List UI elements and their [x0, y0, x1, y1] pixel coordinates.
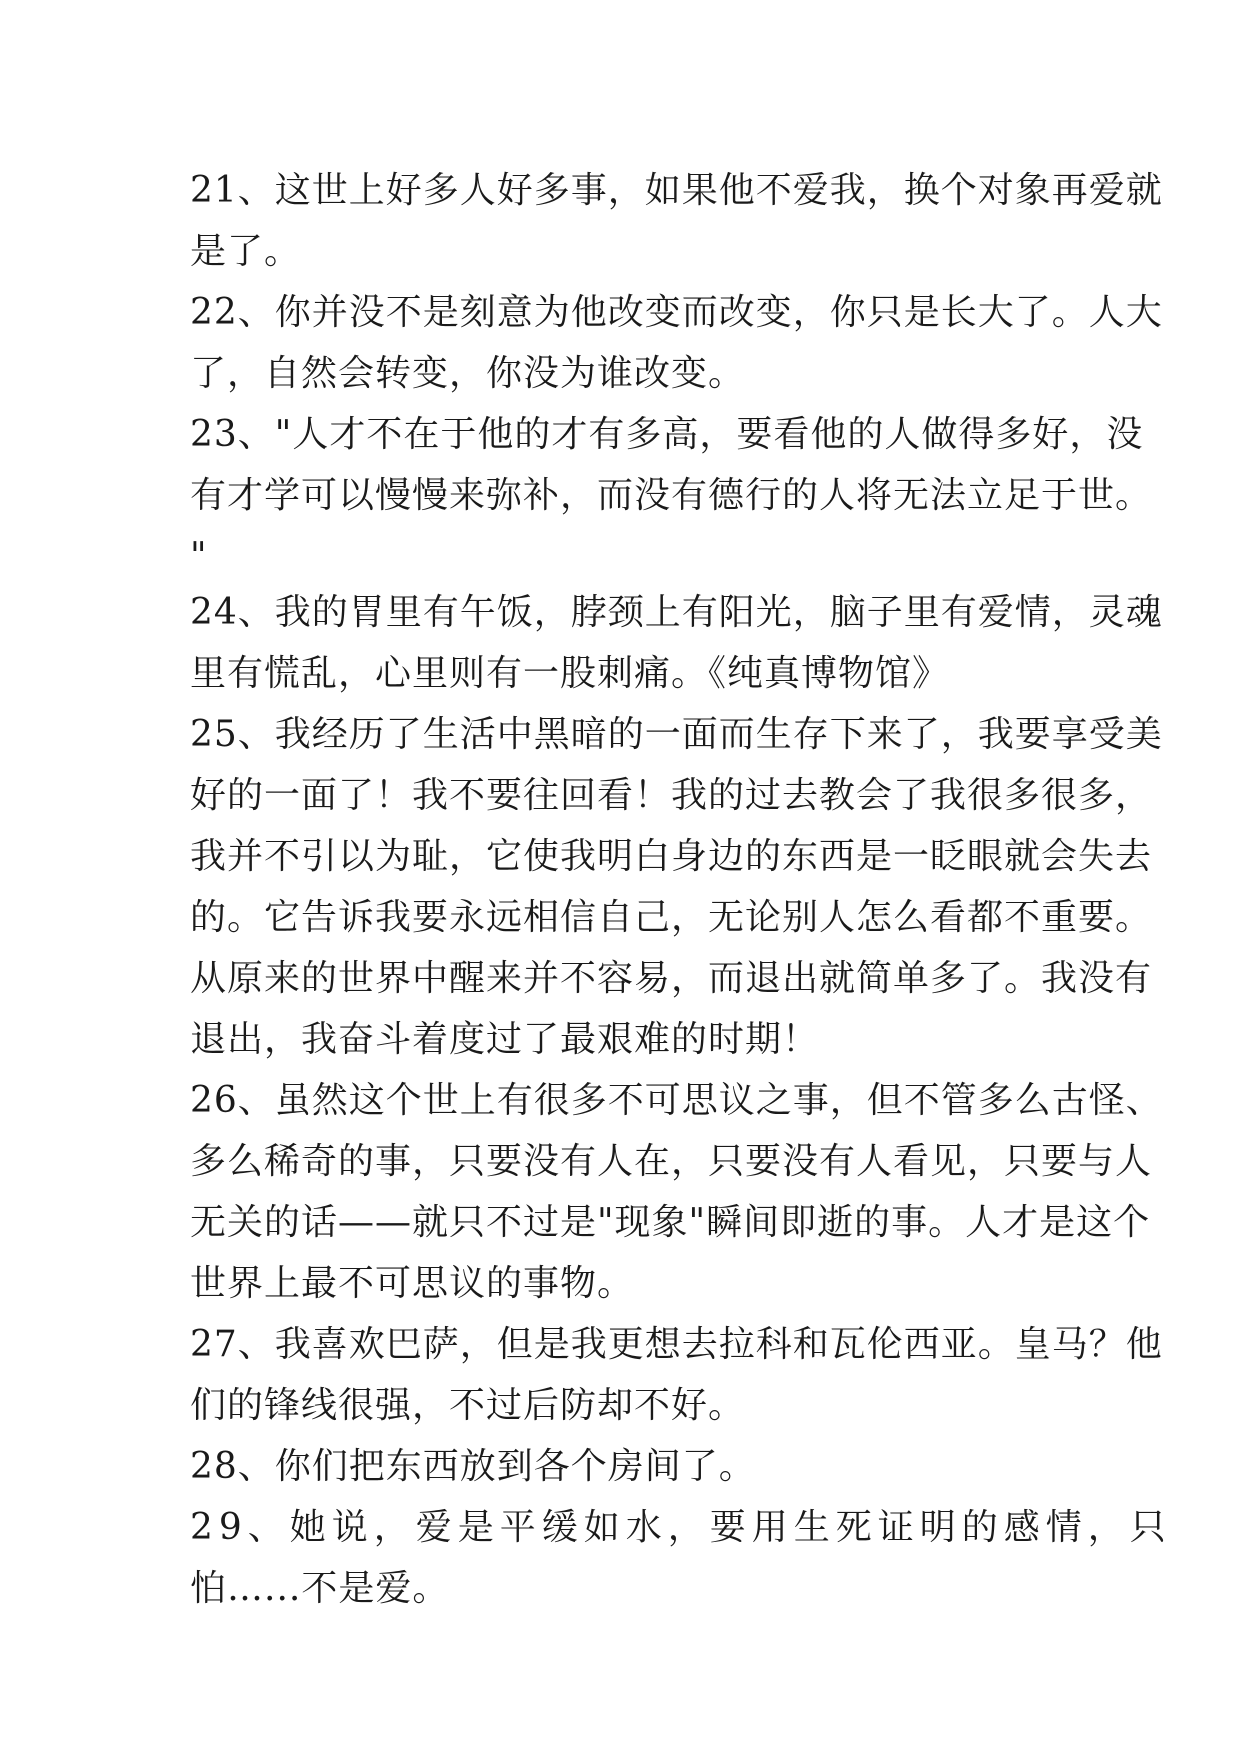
entry-25-line-3: 我并不引以为耻，它使我明白身边的东西是一眨眼就会失去: [190, 836, 1153, 877]
list-item: [190, 282, 1163, 404]
entry-21-line-1: 21、这世上好多人好多事，如果他不爱我，换个对象再爱就: [190, 170, 1163, 211]
entry-24-line-2: 里有慌乱，心里则有一股刺痛。《纯真博物馆》: [190, 653, 950, 694]
entry-25-line-5: 从原来的世界中醒来并不容易，而退出就简单多了。我没有: [190, 958, 1153, 999]
list-item: [190, 1070, 1163, 1314]
list-item: [190, 1314, 1163, 1436]
list-item: [190, 1497, 1172, 1619]
entry-27-line-2: 们的锋线很强，不过后防却不好。: [190, 1385, 746, 1426]
entry-25-line-1: 25、我经历了生活中黑暗的一面而生存下来了，我要享受美: [190, 714, 1163, 755]
list-item: [190, 1436, 1070, 1497]
entry-21-line-2: 是了。: [190, 231, 302, 272]
list-item: [190, 582, 1163, 704]
entry-27-line-1: 27、我喜欢巴萨，但是我更想去拉科和瓦伦西亚。皇马？他: [190, 1324, 1163, 1365]
entry-25-line-4: 的。它告诉我要永远相信自己，无论别人怎么看都不重要。: [190, 897, 1153, 938]
entry-22-line-1: 22、你并没不是刻意为他改变而改变，你只是长大了。人大: [190, 292, 1163, 333]
entry-23-line-2: 有才学可以慢慢来弥补，而没有德行的人将无法立足于世。: [190, 475, 1153, 516]
quote-list: [190, 160, 1172, 1619]
entry-25-line-2: 好的一面了！我不要往回看！我的过去教会了我很多很多，: [190, 775, 1153, 816]
list-item: [190, 704, 1163, 1070]
entry-26-line-2: 多么稀奇的事，只要没有人在，只要没有人看见，只要与人: [190, 1141, 1153, 1182]
entry-26-line-3: 无关的话——就只不过是"现象"瞬间即逝的事。人才是这个: [190, 1202, 1151, 1243]
list-item: [190, 160, 1163, 282]
entry-23-line-1: 23、"人才不在于他的才有多高，要看他的人做得多好，没: [190, 414, 1144, 455]
entry-26-line-1: 26、虽然这个世上有很多不可思议之事，但不管多么古怪、: [190, 1080, 1163, 1121]
entry-23-line-3: ": [190, 536, 208, 577]
entry-22-line-2: 了，自然会转变，你没为谁改变。: [190, 353, 746, 394]
entry-29-line-2: 怕…...不是爱。: [190, 1568, 450, 1609]
list-item: [190, 404, 1153, 582]
entry-28-line-1: 28、你们把东西放到各个房间了。: [190, 1446, 756, 1487]
entry-24-line-1: 24、我的胃里有午饭，脖颈上有阳光，脑子里有爱情，灵魂: [190, 592, 1163, 633]
entry-26-line-4: 世界上最不可思议的事物。: [190, 1263, 635, 1304]
entry-29-line-1: 29、她说，爱是平缓如水，要用生死证明的感情，只: [190, 1507, 1172, 1548]
entry-25-line-6: 退出，我奋斗着度过了最艰难的时期！: [190, 1019, 820, 1060]
